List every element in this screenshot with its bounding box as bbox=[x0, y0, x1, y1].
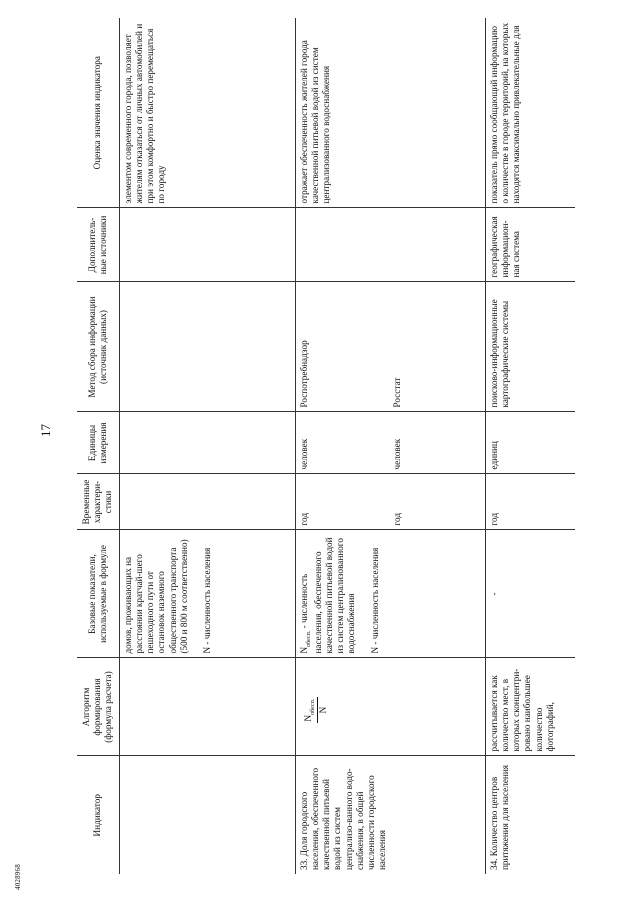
indicator-text: Количество центров притяжения для населения bbox=[488, 765, 510, 870]
cell-base: - bbox=[485, 530, 575, 658]
formula-numerator-sub: обесп. bbox=[309, 698, 316, 715]
cell-assessment: отражает обеспеченность жителей города качественной питьевой водой из систем централизованного водоснабжения bbox=[295, 18, 485, 208]
header-sources: Дополнитель-ные источники bbox=[77, 208, 119, 282]
formula-numerator-main: N bbox=[302, 714, 313, 722]
units-value: человек bbox=[298, 438, 309, 470]
cell-algorithm: рассчитывается как количество мест, в которых сконцентри-ровано наибольшее количество фотографий, bbox=[485, 658, 575, 756]
cell-assessment: элементом современного города, позволяет жителям отказаться от личных автомобилей и при этом комфортно и быстро перемещаться по городу bbox=[119, 18, 295, 208]
base-text-2: N - численность населения bbox=[369, 547, 380, 654]
header-indicator: Индикатор bbox=[77, 756, 119, 874]
cell-units: единиц bbox=[485, 412, 575, 474]
cell-base bbox=[119, 530, 295, 658]
page-number: 17 bbox=[38, 424, 53, 437]
header-base: Базовые показатели, используемые в формуле bbox=[77, 530, 119, 658]
base-text bbox=[299, 535, 358, 654]
cell-sources bbox=[295, 208, 485, 282]
row-number: 33. bbox=[298, 858, 309, 870]
cell-time bbox=[119, 474, 295, 530]
formula-denominator: N bbox=[317, 706, 328, 714]
base-text-2: N - численность населения bbox=[201, 547, 212, 654]
cell-algorithm bbox=[295, 658, 485, 756]
formula-fraction bbox=[303, 697, 329, 724]
cell-units bbox=[119, 412, 295, 474]
base-symbol: N bbox=[298, 646, 309, 654]
cell-sources: географическая информацион-ная система bbox=[485, 208, 575, 282]
cell-time bbox=[295, 474, 485, 530]
cell-method: поисково-информационные картографические системы bbox=[485, 282, 575, 412]
cell-indicator bbox=[119, 756, 295, 874]
cell-method bbox=[119, 282, 295, 412]
table-row bbox=[119, 18, 295, 874]
document-code: 4028968 bbox=[14, 864, 22, 890]
header-assessment: Оценка значения индикатора bbox=[77, 18, 119, 208]
cell-sources bbox=[119, 208, 295, 282]
method-value: Роспотребнадзор bbox=[298, 340, 309, 408]
table-header-row bbox=[77, 18, 119, 874]
base-text: домов, проживающих на расстоянии кратчай-шего пешеходного пути от остановок наземного общественного транспорта (500 и 800 м соответственно) bbox=[122, 539, 189, 654]
cell-indicator bbox=[485, 756, 575, 874]
header-method: Метод сбора информации (источник данных) bbox=[77, 282, 119, 412]
header-time: Временные характери-стики bbox=[77, 474, 119, 530]
cell-indicator bbox=[295, 756, 485, 874]
indicator-text: Доля городского населения, обеспеченного качественной питьевой водой из систем централизо-ванного водо-снабжения, в общей численности городского населения bbox=[298, 767, 388, 870]
formula-numerator bbox=[303, 697, 318, 724]
cell-base bbox=[295, 530, 485, 658]
base-symbol-sub: обесп. bbox=[305, 630, 312, 647]
cell-algorithm bbox=[119, 658, 295, 756]
header-algorithm: Алгоритм формирования (формула расчета) bbox=[77, 658, 119, 756]
indicator-table bbox=[77, 18, 575, 874]
time-value: год bbox=[298, 512, 309, 526]
row-number: 34. bbox=[488, 858, 499, 870]
base-description: - численность населения, обеспеченного качественной питьевой водой из систем централизованного водоснабжения bbox=[298, 537, 357, 654]
cell-assessment: показатель прямо сообщающий информацию о количестве в городе территорий, на которых находятся максимально привлекательные для bbox=[485, 18, 575, 208]
time-value-2: год bbox=[391, 512, 402, 526]
header-units: Единицы измерения bbox=[77, 412, 119, 474]
cell-units bbox=[295, 412, 485, 474]
table-row bbox=[295, 18, 485, 874]
units-value-2: человек bbox=[391, 438, 402, 470]
indicator-table-sheet bbox=[77, 18, 562, 874]
table-row bbox=[485, 18, 575, 874]
cell-method bbox=[295, 282, 485, 412]
cell-time: год bbox=[485, 474, 575, 530]
method-value-2: Росстат bbox=[391, 377, 402, 408]
